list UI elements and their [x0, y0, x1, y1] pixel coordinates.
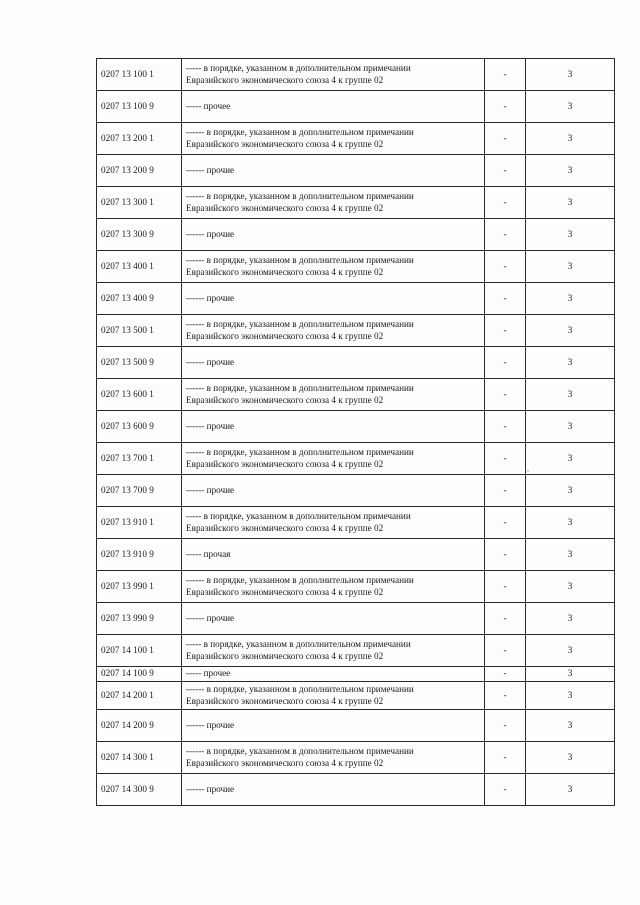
- description-line: ------ прочие: [186, 612, 235, 623]
- description-line: Евразийского экономического союза 4 к группе 02: [186, 394, 384, 405]
- description-cell: [182, 91, 485, 123]
- description-line: Евразийского экономического союза 4 к группе 02: [186, 650, 384, 661]
- description-cell: [182, 682, 485, 710]
- description-cell: [182, 443, 485, 475]
- description-line: ------ в порядке, указанном в дополнительном примечании: [186, 447, 414, 458]
- commodity-code-cell: 0207 13 100 1: [97, 59, 182, 91]
- table-row: [97, 123, 615, 155]
- unit-cell: -: [485, 155, 526, 187]
- unit-cell: -: [485, 710, 526, 742]
- table-row: [97, 507, 615, 539]
- commodity-code-cell: 0207 13 400 9: [97, 283, 182, 315]
- tariff-table-body: [97, 59, 615, 806]
- commodity-code-cell: 0207 13 700 1: [97, 443, 182, 475]
- description-line: ------ в порядке, указанном в дополнительном примечании: [186, 127, 414, 138]
- description-cell: [182, 507, 485, 539]
- description-cell: [182, 475, 485, 507]
- description-line: ------ в порядке, указанном в дополнительном примечании: [186, 575, 414, 586]
- description-cell: [182, 347, 485, 379]
- table-row: [97, 283, 615, 315]
- description-line: ------ прочие: [186, 164, 235, 175]
- commodity-code-cell: 0207 13 200 1: [97, 123, 182, 155]
- unit-cell: -: [485, 91, 526, 123]
- description-line: ------ в порядке, указанном в дополнительном примечании: [186, 746, 414, 757]
- description-line: ------ прочие: [186, 484, 235, 495]
- table-row: [97, 315, 615, 347]
- table-row: [97, 155, 615, 187]
- description-line: Евразийского экономического союза 4 к группе 02: [186, 458, 384, 469]
- description-cell: [182, 155, 485, 187]
- description-cell: [182, 379, 485, 411]
- rate-cell: 3: [526, 379, 615, 411]
- rate-cell: 3: [526, 774, 615, 806]
- rate-cell: 3: [526, 443, 615, 475]
- commodity-code-cell: 0207 13 500 1: [97, 315, 182, 347]
- table-row: [97, 347, 615, 379]
- description-line: ------ в порядке, указанном в дополнительном примечании: [186, 191, 414, 202]
- description-cell: [182, 219, 485, 251]
- commodity-code-cell: 0207 13 910 9: [97, 539, 182, 571]
- unit-cell: -: [485, 774, 526, 806]
- commodity-code-cell: 0207 14 200 9: [97, 710, 182, 742]
- commodity-code-cell: 0207 14 300 9: [97, 774, 182, 806]
- table-row: [97, 91, 615, 123]
- rate-cell: 3: [526, 347, 615, 379]
- description-line: Евразийского экономического союза 4 к группе 02: [186, 138, 384, 149]
- rate-cell: 3: [526, 682, 615, 710]
- description-line: ----- прочее: [186, 100, 231, 111]
- commodity-code-cell: 0207 13 990 9: [97, 603, 182, 635]
- rate-cell: 3: [526, 507, 615, 539]
- description-cell: [182, 710, 485, 742]
- unit-cell: -: [485, 571, 526, 603]
- description-cell: [182, 59, 485, 91]
- table-row: [97, 379, 615, 411]
- description-cell: [182, 571, 485, 603]
- unit-cell: -: [485, 443, 526, 475]
- unit-cell: -: [485, 59, 526, 91]
- rate-cell: 3: [526, 571, 615, 603]
- commodity-code-cell: 0207 13 400 1: [97, 251, 182, 283]
- description-line: ------ прочие: [186, 228, 235, 239]
- description-line: ------ в порядке, указанном в дополнительном примечании: [186, 383, 414, 394]
- commodity-code-cell: 0207 14 100 9: [97, 667, 182, 682]
- description-line: Евразийского экономического союза 4 к группе 02: [186, 330, 384, 341]
- table-row: [97, 251, 615, 283]
- description-cell: [182, 667, 485, 682]
- table-row: [97, 667, 615, 682]
- description-line: ----- в порядке, указанном в дополнительном примечании: [186, 639, 411, 650]
- description-line: ----- в порядке, указанном в дополнительном примечании: [186, 63, 411, 74]
- table-row: [97, 710, 615, 742]
- description-line: ------ прочие: [186, 719, 235, 730]
- commodity-code-cell: 0207 14 300 1: [97, 742, 182, 774]
- rate-cell: 3: [526, 59, 615, 91]
- description-line: Евразийского экономического союза 4 к группе 02: [186, 74, 384, 85]
- description-line: Евразийского экономического союза 4 к группе 02: [186, 757, 384, 768]
- commodity-code-cell: 0207 14 200 1: [97, 682, 182, 710]
- rate-cell: 3: [526, 123, 615, 155]
- rate-cell: 3: [526, 91, 615, 123]
- description-cell: [182, 123, 485, 155]
- table-row: [97, 742, 615, 774]
- description-cell: [182, 539, 485, 571]
- description-cell: [182, 315, 485, 347]
- description-cell: [182, 774, 485, 806]
- rate-cell: 3: [526, 251, 615, 283]
- unit-cell: -: [485, 347, 526, 379]
- description-line: ------ прочие: [186, 783, 235, 794]
- description-line: ------ прочие: [186, 420, 235, 431]
- rate-cell: 3: [526, 219, 615, 251]
- unit-cell: -: [485, 187, 526, 219]
- commodity-code-cell: 0207 13 200 9: [97, 155, 182, 187]
- description-cell: [182, 187, 485, 219]
- unit-cell: -: [485, 219, 526, 251]
- rate-cell: 3: [526, 539, 615, 571]
- commodity-code-cell: 0207 13 300 1: [97, 187, 182, 219]
- description-line: Евразийского экономического союза 4 к группе 02: [186, 202, 384, 213]
- table-row: [97, 774, 615, 806]
- table-row: [97, 187, 615, 219]
- unit-cell: -: [485, 507, 526, 539]
- table-row: [97, 682, 615, 710]
- unit-cell: -: [485, 742, 526, 774]
- rate-cell: 3: [526, 667, 615, 682]
- description-line: ------ в порядке, указанном в дополнительном примечании: [186, 255, 414, 266]
- tariff-table: [96, 58, 615, 806]
- unit-cell: -: [485, 315, 526, 347]
- description-line: ------ прочие: [186, 356, 235, 367]
- description-line: ------ прочие: [186, 292, 235, 303]
- unit-cell: -: [485, 667, 526, 682]
- rate-cell: 3: [526, 603, 615, 635]
- table-row: [97, 539, 615, 571]
- commodity-code-cell: 0207 13 990 1: [97, 571, 182, 603]
- rate-cell: 3: [526, 475, 615, 507]
- table-row: [97, 443, 615, 475]
- unit-cell: -: [485, 379, 526, 411]
- commodity-code-cell: 0207 13 600 1: [97, 379, 182, 411]
- description-line: Евразийского экономического союза 4 к группе 02: [186, 266, 384, 277]
- rate-cell: 3: [526, 283, 615, 315]
- description-line: ----- прочая: [186, 548, 231, 559]
- rate-cell: 3: [526, 742, 615, 774]
- commodity-code-cell: 0207 13 700 9: [97, 475, 182, 507]
- description-line: Евразийского экономического союза 4 к группе 02: [186, 522, 384, 533]
- rate-cell: 3: [526, 710, 615, 742]
- rate-cell: 3: [526, 635, 615, 667]
- commodity-code-cell: 0207 13 300 9: [97, 219, 182, 251]
- unit-cell: -: [485, 251, 526, 283]
- unit-cell: -: [485, 475, 526, 507]
- table-row: [97, 603, 615, 635]
- description-cell: [182, 283, 485, 315]
- commodity-code-cell: 0207 13 100 9: [97, 91, 182, 123]
- commodity-code-cell: 0207 13 910 1: [97, 507, 182, 539]
- unit-cell: -: [485, 603, 526, 635]
- commodity-code-cell: 0207 14 100 1: [97, 635, 182, 667]
- description-line: ------ в порядке, указанном в дополнительном примечании: [186, 684, 414, 695]
- rate-cell: 3: [526, 155, 615, 187]
- table-row: [97, 475, 615, 507]
- commodity-code-cell: 0207 13 500 9: [97, 347, 182, 379]
- description-line: Евразийского экономического союза 4 к группе 02: [186, 586, 384, 597]
- rate-cell: 3: [526, 315, 615, 347]
- unit-cell: -: [485, 635, 526, 667]
- unit-cell: -: [485, 539, 526, 571]
- table-row: [97, 571, 615, 603]
- description-cell: [182, 251, 485, 283]
- description-line: ----- в порядке, указанном в дополнительном примечании: [186, 511, 411, 522]
- description-cell: [182, 411, 485, 443]
- table-row: [97, 219, 615, 251]
- description-cell: [182, 742, 485, 774]
- description-cell: [182, 635, 485, 667]
- unit-cell: -: [485, 682, 526, 710]
- description-line: ----- прочее: [186, 668, 231, 679]
- unit-cell: -: [485, 411, 526, 443]
- table-row: [97, 59, 615, 91]
- unit-cell: -: [485, 283, 526, 315]
- commodity-code-cell: 0207 13 600 9: [97, 411, 182, 443]
- unit-cell: -: [485, 123, 526, 155]
- description-line: ------ в порядке, указанном в дополнительном примечании: [186, 319, 414, 330]
- scan-speck: [527, 470, 529, 472]
- description-cell: [182, 603, 485, 635]
- table-row: [97, 411, 615, 443]
- rate-cell: 3: [526, 411, 615, 443]
- table-row: [97, 635, 615, 667]
- rate-cell: 3: [526, 187, 615, 219]
- description-line: Евразийского экономического союза 4 к группе 02: [186, 695, 384, 706]
